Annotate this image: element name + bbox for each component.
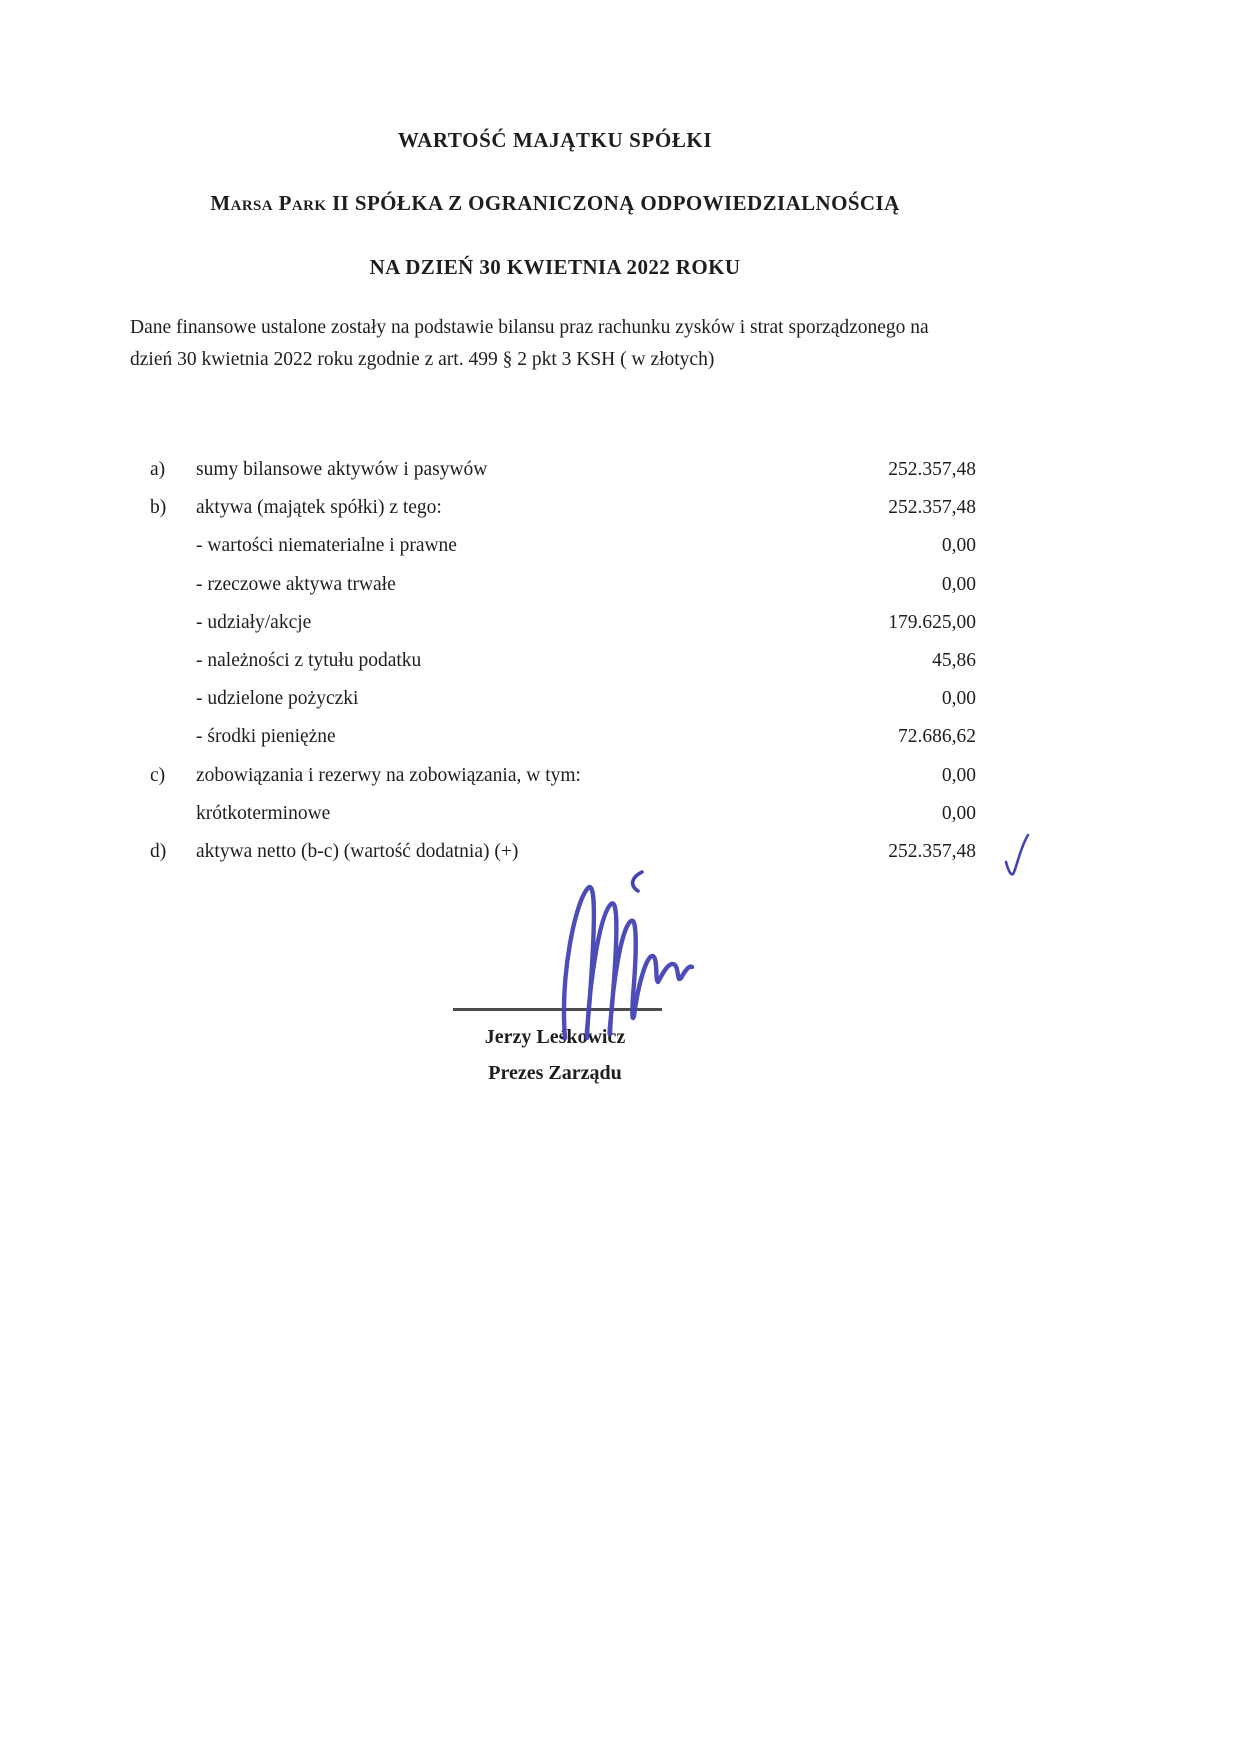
signer-role: Prezes Zarządu	[488, 1062, 622, 1084]
row-label: aktywa netto (b-c) (wartość dodatnia) (+)	[196, 840, 519, 862]
row-label: - rzeczowe aktywa trwałe	[196, 573, 396, 595]
table-row	[150, 459, 976, 497]
table-row	[150, 726, 976, 764]
financial-values-table	[150, 459, 976, 879]
table-row	[150, 688, 976, 726]
row-letter: d)	[150, 840, 167, 862]
row-label: aktywa (majątek spółki) z tego:	[196, 497, 442, 519]
row-value: 0,00	[941, 573, 976, 595]
table-row	[150, 765, 976, 803]
as-of-date-heading: NA DZIEŃ 30 KWIETNIA 2022 ROKU	[369, 255, 741, 279]
row-value: 0,00	[941, 764, 976, 786]
row-label: - udziały/akcje	[196, 611, 312, 633]
row-letter: a)	[150, 459, 166, 480]
row-letter: b)	[150, 497, 167, 519]
signer-name: Jerzy Leśkowicz	[484, 1026, 626, 1048]
table-row	[150, 650, 976, 688]
row-label: - należności z tytułu podatku	[196, 649, 422, 671]
table-row	[150, 612, 976, 650]
row-value: 179.625,00	[888, 611, 976, 633]
row-value: 252.357,48	[888, 459, 976, 480]
row-value: 252.357,48	[888, 840, 976, 862]
row-value: 0,00	[941, 802, 976, 824]
table-row	[150, 497, 976, 535]
row-letter: c)	[150, 764, 166, 786]
intro-paragraph	[130, 312, 1016, 375]
row-value: 0,00	[941, 688, 976, 710]
document-title: WARTOŚĆ MAJĄTKU SPÓŁKI	[397, 128, 713, 152]
row-label: - udzielone pożyczki	[196, 688, 359, 710]
row-label: krótkoterminowe	[196, 802, 331, 824]
row-label: - środki pieniężne	[196, 726, 336, 748]
row-value: 252.357,48	[888, 497, 976, 519]
row-label: sumy bilansowe aktywów i pasywów	[196, 459, 488, 480]
row-value: 72.686,62	[898, 726, 976, 748]
signature-scribble-icon	[520, 864, 695, 1042]
intro-paragraph-line2: dzień 30 kwietnia 2022 roku zgodnie z art. 499 § 2 pkt 3 KSH ( w złotych)	[130, 348, 715, 370]
table-row	[150, 574, 976, 612]
handwritten-tick-icon	[1002, 832, 1036, 886]
table-row	[150, 535, 976, 573]
table-row	[150, 803, 976, 841]
company-name-heading: Marsa Park II SPÓŁKA Z OGRANICZONĄ ODPOWIEDZIALNOŚCIĄ	[210, 191, 900, 215]
row-label: - wartości niematerialne i prawne	[196, 535, 457, 557]
intro-paragraph-line1: Dane finansowe ustalone zostały na podstawie bilansu praz rachunku zysków i strat sporządzonego na	[130, 317, 929, 338]
row-value: 45,86	[932, 649, 976, 671]
row-label: zobowiązania i rezerwy na zobowiązania, w tym:	[196, 764, 581, 786]
row-value: 0,00	[941, 535, 976, 557]
